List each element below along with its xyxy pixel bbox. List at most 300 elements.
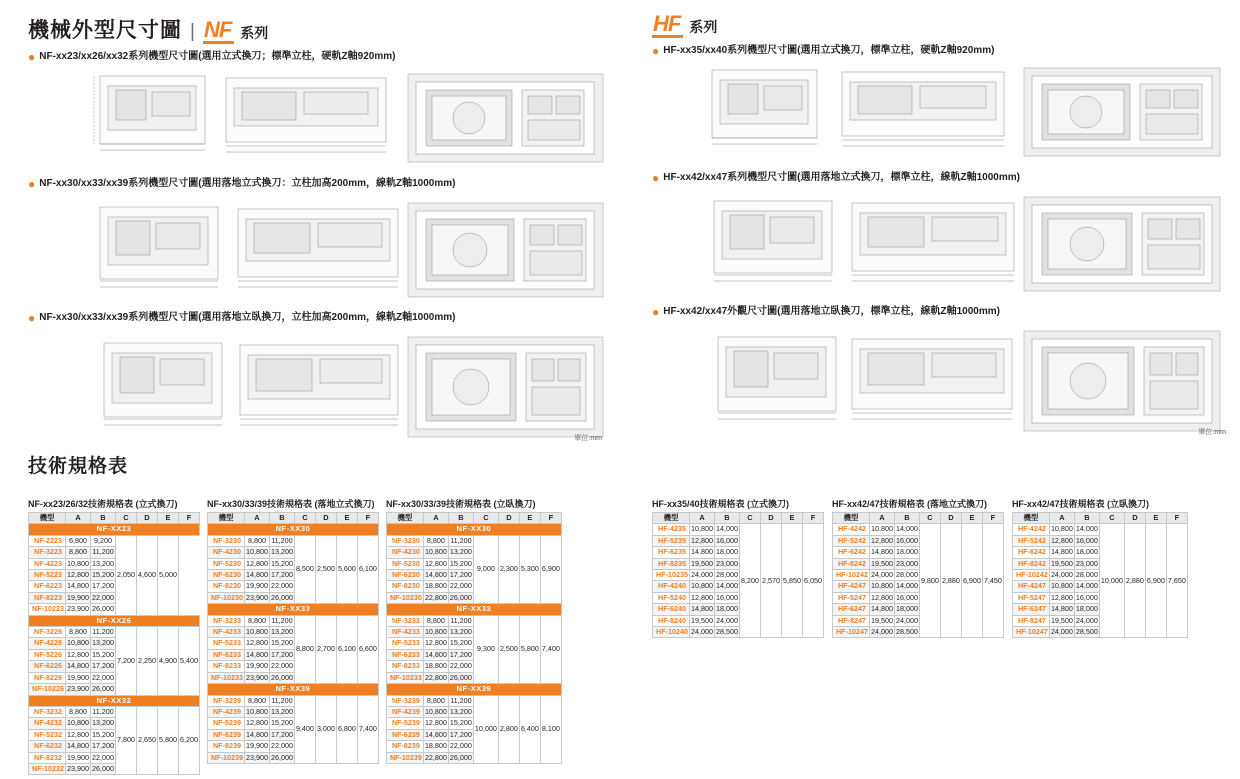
cell-value: 19,500	[1050, 615, 1073, 625]
table-row	[207, 695, 378, 706]
cell-merged-value: 2,570	[760, 524, 781, 638]
cell-value: 15,200	[449, 718, 472, 728]
col-d: D	[136, 513, 157, 524]
cell-value: 19,500	[870, 615, 893, 625]
cell-model: NF-5232	[29, 729, 66, 740]
bullet-dot-icon: ●	[652, 170, 660, 185]
table-group-header	[207, 604, 378, 615]
cell-model: HF-5235	[653, 535, 690, 546]
cell-value: 11,200	[271, 615, 293, 625]
cell-model: NF-3232	[29, 706, 66, 717]
cell-value: 18,000	[715, 547, 738, 557]
cell-value: 17,200	[91, 581, 114, 591]
cell-model: NF-5223	[29, 570, 66, 581]
cell-value: 14,000	[895, 524, 918, 534]
cell-merged-value: 5,000	[157, 535, 178, 615]
cell-value: 11,200	[92, 627, 114, 637]
table-row	[386, 695, 561, 706]
cell-value: 23,900	[245, 592, 268, 602]
cell-value: 8,800	[66, 706, 91, 717]
cell-model: HF-4242	[1012, 524, 1049, 535]
cell-value: 11,200	[271, 695, 293, 705]
spec-section-title: 技術規格表	[28, 456, 129, 477]
table-caption: NF-xx23/26/32技術規格表 (立式換刀)	[28, 499, 178, 509]
group-label: NF-XX30	[207, 524, 378, 535]
cell-value: 11,200	[271, 535, 293, 545]
cell-value: 13,200	[449, 627, 472, 637]
cell-model: NF-3223	[29, 547, 66, 558]
col-model: 機型	[29, 513, 66, 524]
right-bullet-1	[652, 44, 1232, 58]
col-a: A	[1049, 513, 1074, 524]
cell-value: 13,200	[270, 706, 293, 716]
cell-model: NF-8233	[386, 661, 423, 672]
cell-model: NF-8239	[386, 741, 423, 752]
cell-value: 16,000	[1075, 535, 1098, 545]
table-group-header	[207, 524, 378, 535]
table-group-header	[386, 524, 561, 535]
cell-value: 11,200	[92, 547, 114, 557]
col-c: C	[473, 513, 498, 524]
col-model: 機型	[386, 513, 423, 524]
cell-value: 17,200	[270, 729, 293, 739]
cell-model: NF-10232	[29, 763, 66, 774]
cell-merged-value: 2,250	[136, 627, 157, 695]
group-label: NF-XX32	[29, 695, 200, 706]
cell-value: 26,000	[270, 672, 293, 682]
cell-value: 15,200	[91, 570, 114, 580]
cell-value: 14,800	[691, 547, 713, 557]
col-d: D	[1124, 513, 1145, 524]
cell-merged-value: 2,650	[136, 706, 157, 774]
cell-value: 8,800	[244, 695, 269, 706]
right-bullet-2	[652, 171, 1232, 185]
cell-model: HF-10242	[1012, 570, 1049, 581]
table-header-row	[386, 513, 561, 524]
cell-value: 10,800	[870, 581, 893, 591]
cell-merged-value: 5,800	[157, 706, 178, 774]
cell-value: 17,200	[270, 570, 293, 580]
cell-merged-value: 2,800	[498, 695, 519, 763]
cell-model: NF-8230	[207, 581, 244, 592]
cell-value: 14,800	[245, 729, 268, 739]
table-row	[1012, 524, 1187, 535]
cell-value: 19,900	[245, 581, 268, 591]
cell-model: HF-5240	[653, 592, 690, 603]
cell-model: NF-3233	[386, 615, 423, 626]
cell-model: NF-4226	[29, 638, 66, 649]
right-drawing-3	[652, 321, 1232, 439]
table-group-header	[386, 604, 561, 615]
cell-value: 18,000	[1075, 547, 1098, 557]
col-c: C	[115, 513, 136, 524]
cell-merged-value: 5,800	[519, 615, 540, 683]
col-model: 機型	[207, 513, 244, 524]
col-c: C	[739, 513, 760, 524]
cell-model: NF-5230	[207, 558, 244, 569]
cell-model: NF-8223	[29, 592, 66, 603]
table-header-row	[653, 513, 824, 524]
left-spec-tables	[28, 497, 562, 779]
bullet-dot-icon: ●	[28, 177, 36, 191]
cell-model: HF-6242	[832, 547, 869, 558]
cell-value: 26,000	[270, 752, 293, 762]
table-body-2	[386, 524, 561, 764]
cell-value: 10,800	[67, 558, 89, 568]
cell-value: 17,200	[91, 741, 114, 751]
cell-value: 22,800	[424, 592, 447, 602]
cell-value: 26,000	[449, 672, 472, 682]
cell-model: NF-8239	[207, 741, 244, 752]
cell-merged-value: 6,050	[802, 524, 823, 638]
cell-merged-value: 4,600	[136, 535, 157, 615]
cell-value: 12,800	[67, 729, 89, 739]
col-f: F	[540, 513, 561, 524]
cell-model: HF-4247	[832, 581, 869, 592]
table-caption: HF-xx42/47技術規格表 (立臥換刀)	[1011, 499, 1149, 509]
cell-model: NF-4233	[386, 627, 423, 638]
cell-value: 15,200	[449, 558, 472, 568]
col-d: D	[940, 513, 961, 524]
cell-model: NF-3230	[207, 535, 244, 546]
table-caption: HF-xx35/40技術規格表 (立式換刀)	[652, 499, 790, 509]
cell-value: 23,000	[715, 558, 738, 568]
cell-value: 10,800	[245, 627, 268, 637]
col-a: A	[244, 513, 269, 524]
cell-value: 11,200	[92, 706, 114, 716]
cell-model: NF-10239	[207, 752, 244, 763]
bullet-dot-icon: ●	[652, 304, 660, 319]
cell-model: NF-4233	[207, 627, 244, 638]
cell-value: 24,000	[715, 615, 738, 625]
cell-value: 14,800	[67, 741, 89, 751]
cell-model: NF-8226	[29, 672, 66, 683]
cell-value: 12,800	[245, 638, 268, 648]
right-spec-tables	[652, 497, 1188, 642]
cell-value: 14,800	[1050, 604, 1073, 614]
cell-value: 23,000	[1075, 558, 1098, 568]
cell-value: 19,900	[67, 672, 89, 682]
right-main-title	[652, 11, 1232, 38]
cell-model: NF-5230	[386, 558, 423, 569]
cell-value: 10,800	[691, 581, 713, 591]
cell-model: HF-8247	[832, 615, 869, 626]
cell-merged-value: 6,100	[357, 535, 378, 603]
cell-model: NF-6230	[386, 570, 423, 581]
cell-value: 16,000	[895, 592, 918, 602]
cell-model: NF-4230	[386, 547, 423, 558]
cell-value: 14,800	[691, 604, 713, 614]
cell-value: 8,800	[423, 695, 448, 706]
cell-model: NF-4239	[386, 706, 423, 717]
cell-merged-value: 4,900	[157, 627, 178, 695]
cell-value: 12,800	[67, 649, 89, 659]
cell-value: 22,000	[270, 581, 293, 591]
cell-value: 18,000	[715, 604, 738, 614]
table-row	[832, 524, 1003, 535]
cell-value: 17,200	[449, 570, 472, 580]
cell-value: 14,800	[424, 570, 447, 580]
right-bullet-2-text: HF-xx42/xx47系列機型尺寸圖(選用落地立式換刀，標準立柱，線軌Z軸1000mm)	[663, 171, 1020, 183]
cell-value: 14,000	[895, 581, 918, 591]
left-bullet-1	[28, 50, 608, 64]
col-e: E	[1145, 513, 1166, 524]
cell-model: NF-3226	[29, 627, 66, 638]
cell-merged-value: 8,800	[294, 615, 315, 683]
col-model: 機型	[1012, 513, 1049, 524]
right-column	[652, 11, 1232, 439]
left-column	[28, 14, 608, 480]
left-drawing-3	[28, 327, 608, 445]
col-model: 機型	[832, 513, 869, 524]
cell-value: 14,000	[1075, 581, 1098, 591]
nf-logo: NF	[203, 20, 234, 44]
cell-model: NF-5239	[207, 718, 244, 729]
cell-merged-value: 8,500	[294, 535, 315, 603]
spec-table-hf-xx35-40	[652, 497, 824, 638]
col-a: A	[869, 513, 894, 524]
cell-model: NF-6226	[29, 661, 66, 672]
left-drawing-1	[28, 66, 608, 171]
col-d: D	[498, 513, 519, 524]
cell-merged-value: 7,800	[115, 706, 136, 774]
cell-value: 12,800	[67, 570, 89, 580]
cell-model: HF-8240	[653, 615, 690, 626]
cell-value: 14,800	[870, 604, 893, 614]
table-group-header	[29, 615, 200, 626]
cell-merged-value: 3,000	[315, 695, 336, 763]
col-f: F	[1166, 513, 1187, 524]
cell-value: 24,000	[691, 570, 713, 580]
cell-merged-value: 8,100	[540, 695, 561, 763]
cell-value: 12,800	[691, 592, 713, 602]
cell-model: NF-6232	[29, 741, 66, 752]
table-caption: NF-xx30/33/39技術規格表 (立臥換刀)	[385, 499, 536, 509]
cell-value: 8,800	[66, 547, 91, 558]
table-body-1	[207, 524, 378, 764]
left-bullet-3	[28, 311, 608, 325]
cell-model: HF-10242	[832, 570, 869, 581]
col-b: B	[269, 513, 294, 524]
cell-model: HF-5247	[1012, 592, 1049, 603]
cell-merged-value: 6,900	[1145, 524, 1166, 638]
cell-value: 22,000	[270, 741, 293, 751]
cell-value: 12,800	[870, 592, 893, 602]
cell-model: NF-4239	[207, 706, 244, 717]
cell-value: 14,800	[67, 661, 89, 671]
col-c: C	[919, 513, 940, 524]
cell-value: 14,000	[1075, 524, 1098, 534]
cell-value: 12,800	[691, 535, 713, 545]
left-title-divider: |	[190, 21, 195, 42]
cell-value: 10,800	[67, 638, 89, 648]
cell-value: 18,000	[895, 547, 918, 557]
spec-table-hf-xx42-47-horizontal	[1012, 497, 1188, 638]
cell-value: 10,800	[424, 547, 447, 557]
cell-value: 24,000	[870, 570, 893, 580]
cell-merged-value: 2,500	[498, 615, 519, 683]
spec-table-hf-xx42-47-vertical	[832, 497, 1004, 638]
right-bullet-1-text: HF-xx35/xx40系列機型尺寸圖(選用立式換刀，標準立柱，硬軌Z軸920mm)	[663, 44, 995, 56]
table-header-row	[1012, 513, 1187, 524]
cell-value: 22,000	[91, 592, 114, 602]
table-row	[386, 535, 561, 546]
cell-value: 14,000	[715, 524, 738, 534]
cell-value: 11,200	[450, 695, 472, 705]
cell-value: 12,800	[245, 718, 268, 728]
right-drawing-2	[652, 187, 1232, 299]
cell-value: 26,000	[91, 604, 114, 614]
cell-value: 24,000	[1050, 627, 1073, 637]
cell-merged-value: 7,400	[540, 615, 561, 683]
cell-model: NF-4232	[29, 718, 66, 729]
group-label: NF-XX39	[386, 684, 561, 695]
cell-value: 28,000	[1075, 570, 1098, 580]
cell-model: NF-5239	[386, 718, 423, 729]
cell-value: 13,200	[270, 547, 293, 557]
cell-value: 24,000	[1050, 570, 1073, 580]
table-body-3	[653, 524, 824, 638]
cell-model: HF-6235	[653, 547, 690, 558]
cell-model: HF-4242	[832, 524, 869, 535]
table-row	[29, 627, 200, 638]
cell-value: 18,000	[1075, 604, 1098, 614]
cell-value: 24,000	[691, 627, 713, 637]
cell-value: 23,000	[895, 558, 918, 568]
table-header-row	[832, 513, 1003, 524]
cell-model: NF-4223	[29, 558, 66, 569]
cell-value: 22,800	[424, 752, 447, 762]
cell-value: 19,900	[245, 741, 268, 751]
col-f: F	[982, 513, 1003, 524]
cell-model: HF-5247	[832, 592, 869, 603]
cell-value: 14,800	[245, 649, 268, 659]
cell-value: 6,800	[66, 535, 91, 546]
cell-value: 19,900	[67, 592, 89, 602]
cell-merged-value: 6,900	[961, 524, 982, 638]
table-row	[29, 706, 200, 717]
cell-merged-value: 5,850	[781, 524, 802, 638]
cell-model: NF-6233	[207, 649, 244, 660]
left-bullet-2-text: NF-xx30/xx33/xx39系列機型尺寸圖(選用落地立式換刀：立柱加高200mm，線軌Z軸1000mm)	[39, 178, 456, 189]
cell-model: HF-6247	[1012, 604, 1049, 615]
cell-merged-value: 6,800	[336, 695, 357, 763]
cell-merged-value: 6,900	[540, 535, 561, 603]
cell-value: 22,800	[424, 672, 447, 682]
cell-merged-value: 7,400	[357, 695, 378, 763]
cell-value: 16,000	[715, 535, 738, 545]
cell-value: 19,900	[245, 661, 268, 671]
cell-value: 10,800	[245, 706, 268, 716]
cell-model: NF-6239	[386, 729, 423, 740]
group-label: NF-XX26	[29, 615, 200, 626]
cell-value: 28,000	[895, 570, 918, 580]
cell-value: 12,800	[424, 558, 447, 568]
col-a: A	[423, 513, 448, 524]
cell-merged-value: 7,200	[115, 627, 136, 695]
cell-value: 22,000	[270, 661, 293, 671]
table-row	[653, 524, 824, 535]
right-series-word: 系列	[689, 18, 718, 35]
cell-value: 17,200	[449, 729, 472, 739]
cell-value: 26,000	[91, 763, 114, 773]
cell-value: 24,000	[870, 627, 893, 637]
cell-model: NF-10233	[207, 672, 244, 683]
cell-value: 28,000	[715, 570, 738, 580]
cell-merged-value: 6,200	[178, 706, 199, 774]
cell-value: 19,500	[691, 558, 713, 568]
cell-model: NF-3233	[207, 615, 244, 626]
cell-value: 13,200	[91, 558, 114, 568]
cell-model: HF-5242	[832, 535, 869, 546]
cell-model: NF-3230	[386, 535, 423, 546]
cell-merged-value: 5,600	[336, 535, 357, 603]
cell-value: 17,200	[91, 661, 114, 671]
left-bullet-2	[28, 177, 608, 191]
cell-value: 12,800	[245, 558, 268, 568]
cell-value: 12,800	[1050, 535, 1073, 545]
cell-merged-value: 9,800	[919, 524, 940, 638]
cell-model: NF-5233	[386, 638, 423, 649]
cell-model: HF-10235	[653, 570, 690, 581]
cell-value: 10,800	[424, 627, 447, 637]
table-row	[207, 615, 378, 626]
spec-table-nf-xx30-33-39-vertical	[207, 497, 379, 775]
cell-value: 22,000	[449, 661, 472, 671]
col-c: C	[1099, 513, 1124, 524]
table-group-header	[29, 695, 200, 706]
cell-value: 24,000	[1075, 615, 1098, 625]
table-body-4	[832, 524, 1003, 638]
cell-model: HF-8235	[653, 558, 690, 569]
cell-value: 12,800	[870, 535, 893, 545]
cell-value: 28,500	[1075, 627, 1098, 637]
cell-value: 13,200	[91, 638, 114, 648]
cell-merged-value: 7,450	[982, 524, 1003, 638]
cell-value: 10,800	[1050, 524, 1073, 534]
cell-value: 19,500	[1050, 558, 1073, 568]
col-e: E	[336, 513, 357, 524]
cell-model: NF-10223	[29, 604, 66, 615]
cell-value: 8,800	[423, 615, 448, 626]
cell-model: HF-6242	[1012, 547, 1049, 558]
cell-model: NF-10226	[29, 684, 66, 695]
col-b: B	[90, 513, 115, 524]
cell-value: 12,800	[424, 718, 447, 728]
left-drawing-2	[28, 193, 608, 305]
table-caption: NF-xx30/33/39技術規格表 (落地立式換刀)	[206, 499, 375, 509]
cell-value: 23,900	[245, 672, 268, 682]
cell-model: NF-6233	[386, 649, 423, 660]
table-body-0	[29, 524, 200, 775]
col-f: F	[178, 513, 199, 524]
table-group-header	[29, 524, 200, 535]
spec-table-nf-xx30-33-39-horizontal	[386, 497, 562, 775]
cell-value: 13,200	[449, 547, 472, 557]
cell-value: 22,000	[91, 752, 114, 762]
cell-merged-value: 9,000	[473, 535, 498, 603]
table-header-row	[29, 513, 200, 524]
cell-value: 8,800	[66, 627, 91, 638]
table-row	[386, 615, 561, 626]
cell-value: 14,800	[424, 729, 447, 739]
cell-model: HF-8247	[1012, 615, 1049, 626]
cell-value: 8,800	[244, 535, 269, 546]
cell-model: NF-6223	[29, 581, 66, 592]
col-a: A	[66, 513, 91, 524]
cell-value: 14,800	[245, 570, 268, 580]
col-b: B	[1074, 513, 1099, 524]
